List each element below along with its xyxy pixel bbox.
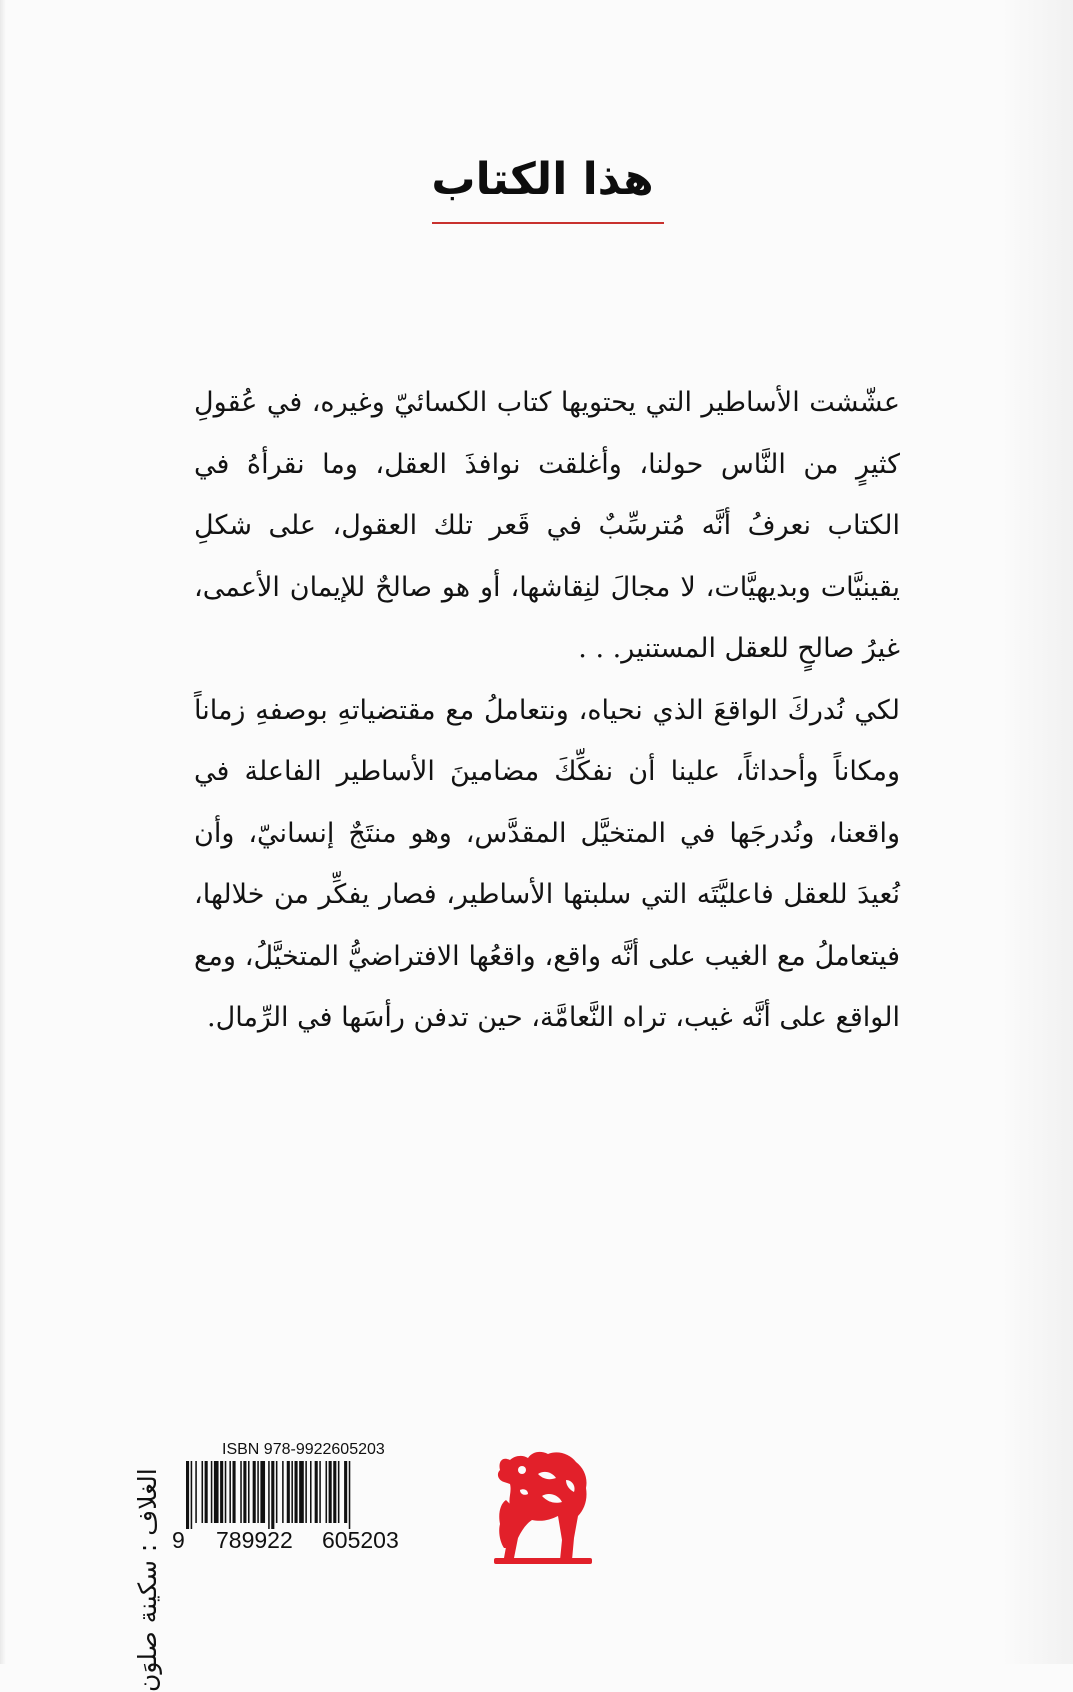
barcode-bar [195, 1461, 197, 1523]
barcode-bar [349, 1461, 351, 1529]
camel-rider-logo-icon [492, 1440, 594, 1566]
page-edge-shadow [0, 0, 6, 1664]
barcode-bar [310, 1461, 312, 1523]
paragraph-1: عشّشت الأساطير التي يحتويها كتاب الكسائيّ وغيره، في عُقولِ كثيرٍ من النَّاس حولنا، وأغلقت نوافذَ العقل، وما نقرأهُ في الكتاب نعرفُ أنَّه مُترسِّبٌ في قَعر تلك العقول، على شكلِ يقينيَّات وبديهيَّات، لا مجالَ لنِقاشها، أو هو صالحٌ للإيمان الأعمى، غيرُ صالحٍ للعقل المستنير. . . [194, 387, 901, 664]
barcode-bar [220, 1461, 223, 1523]
barcode-bar [211, 1461, 213, 1523]
barcode-bar [319, 1461, 321, 1523]
barcode-bar [333, 1461, 336, 1523]
cover-credit: الغلاف : سكينة صلوَن [133, 1468, 162, 1692]
barcode-bar [229, 1461, 231, 1523]
barcode-bar [282, 1461, 284, 1523]
barcode-bar [338, 1461, 340, 1523]
barcode-bar [260, 1461, 265, 1523]
barcode-bar [253, 1461, 256, 1523]
barcode-bar [240, 1461, 242, 1523]
barcode-bar [315, 1461, 318, 1523]
barcode-digit-group-2: 605203 [322, 1527, 399, 1553]
barcode-bar [243, 1461, 246, 1523]
barcode-bar [191, 1461, 193, 1529]
barcode-bar [214, 1461, 219, 1523]
barcode-bar [257, 1461, 259, 1523]
barcode-bar [329, 1461, 332, 1523]
title-underline [432, 222, 664, 224]
barcode-bar [225, 1461, 227, 1523]
barcode-bar [326, 1461, 328, 1523]
barcode-bar [299, 1461, 304, 1523]
barcode-bar [248, 1461, 250, 1523]
barcode-icon [172, 1461, 420, 1529]
barcode-bar [202, 1461, 204, 1523]
barcode-bar [295, 1461, 298, 1523]
barcode-bar [271, 1461, 274, 1529]
isbn-label: ISBN 978-9922605203 [222, 1441, 385, 1458]
barcode-digit-group-1: 789922 [216, 1527, 293, 1553]
barcode-bar [186, 1461, 189, 1529]
barcode-bar [291, 1461, 293, 1523]
barcode-bar [233, 1461, 236, 1523]
barcode-bar [344, 1461, 347, 1523]
barcode-bar [305, 1461, 307, 1523]
barcode-bar [205, 1461, 208, 1523]
page-edge-right [1003, 0, 1073, 1664]
paragraph-2: لكي نُدركَ الواقعَ الذي نحياه، ونتعاملُ مع مقتضياتهِ بوصفهِ زماناً ومكاناً وأحداثاً، علينا أن نفكِّكَ مضامينَ الأساطير الفاعلة في واقعنا، ونُدرجَها في المتخيَّل المقدَّس، وهو منتَجٌ إنسانيّ، وأن نُعيدَ للعقل فاعليَّتَه التي سلبتها الأساطير، فصار يفكِّر من خلالها، فيتعاملُ مع الغيب على أنَّه واقع، واقعُها الافتراضيُّ المتخيَّلُ، ومع الواقع على أنَّه غيب، تراه النَّعامَّة، حين تدفن رأسَها في الرِّمال. [194, 694, 900, 1033]
page-title: هذا الكتاب [431, 154, 654, 205]
barcode-bar [287, 1461, 290, 1523]
body-text [194, 372, 900, 1049]
isbn-barcode [172, 1441, 420, 1551]
barcode-digit-first: 9 [172, 1527, 185, 1553]
barcode-bar [268, 1461, 270, 1529]
barcode-bar [276, 1461, 278, 1523]
barcode-digits [172, 1527, 420, 1553]
